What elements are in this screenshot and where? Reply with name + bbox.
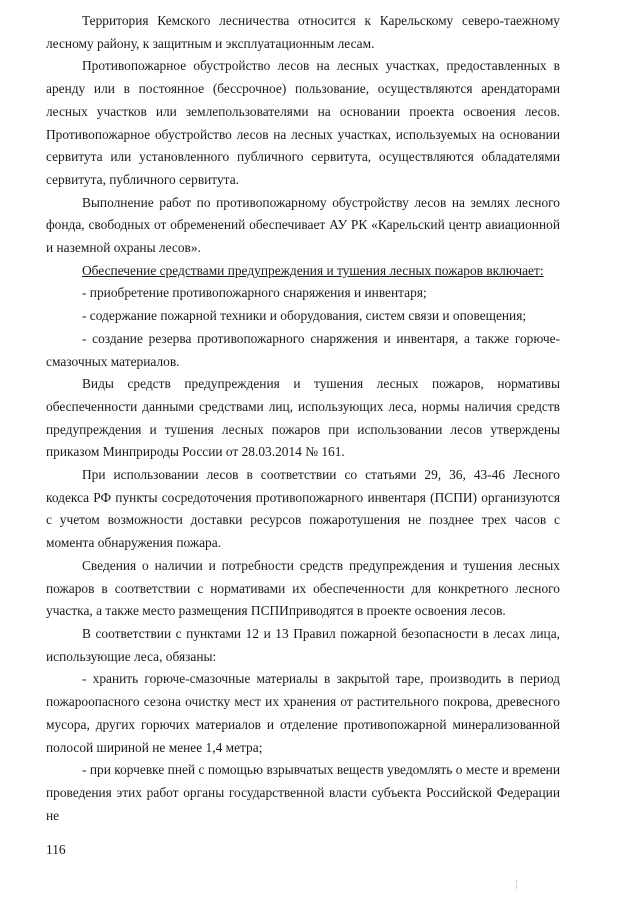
list-item-equipment: - приобретение противопожарного снаряжения и инвентаря; <box>82 285 427 301</box>
list-item-machinery: - содержание пожарной техники и оборудования, систем связи и оповещения; <box>82 308 527 324</box>
page-number: 116 <box>46 842 66 857</box>
paragraph-means-heading <box>46 260 560 283</box>
means-heading-text: Обеспечение средствами предупреждения и тушения лесных пожаров включает: <box>82 262 544 278</box>
scan-artifact <box>516 880 518 890</box>
paragraph-territory: Территория Кемского лесничества относится к Карельскому северо-таежному лесному району, к защитным и эксплуатационным лесам. <box>46 13 560 51</box>
list-item-storage: - хранить горюче-смазочные материалы в закрытой таре, производить в период пожароопасного сезона очистку мест их хранения от растительного покрова, древесного мусора, других горючих материалов и отделение противопожарной минерализованной полосой шириной не менее 1,4 метра; <box>46 671 560 755</box>
list-item-reserve: - создание резерва противопожарного снаряжения и инвентаря, а также горюче-смазочных материалов. <box>46 330 560 369</box>
paragraph-works-execution: Выполнение работ по противопожарному обустройству лесов на землях лесного фонда, свободных от обременений обеспечивает АУ РК «Карельский центр авиационной и наземной охраны лесов». <box>46 194 560 256</box>
document-body <box>46 10 560 827</box>
paragraph-fire-arrangement: Противопожарное обустройство лесов на лесных участках, предоставленных в аренду или в постоянное (бессрочное) пользование, осуществляются арендаторами лесных участков или землепользователями на основании проекта освоения лесов. Противопожарное обустройство лесов на лесных участках, используемых на основании сервитута или установленного публичного сервитута, осуществляются обладателями сервитута, публичного сервитута. <box>46 58 560 187</box>
paragraph-rules: В соответствии с пунктами 12 и 13 Правил пожарной безопасности в лесах лица, использующие леса, обязаны: <box>46 625 560 664</box>
paragraph-norms: Виды средств предупреждения и тушения лесных пожаров, нормативы обеспеченности данными средствами лиц, использующих леса, нормы наличия средств предупреждения и тушения лесных пожаров при использовании лесов утверждены приказом Минприроды России от 28.03.2014 № 161. <box>46 376 560 460</box>
paragraph-pspi: При использовании лесов в соответствии со статьями 29, 36, 43-46 Лесного кодекса РФ пункты сосредоточения противопожарного инвентаря (ПСПИ) организуются с учетом возможности доставки ресурсов пожаротушения не позднее трех часов с момента обнаружения пожара. <box>46 467 560 551</box>
list-item-stumps: - при корчевке пней с помощью взрывчатых веществ уведомлять о месте и времени проведения этих работ органы государственной власти субъекта Российской Федерации не <box>46 762 560 823</box>
paragraph-availability: Сведения о наличии и потребности средств предупреждения и тушения лесных пожаров в соответствии с нормативами их обеспеченности для конкретного лесного участка, а также место размещения ПСПИприводятся в проекте освоения лесов. <box>46 557 560 619</box>
